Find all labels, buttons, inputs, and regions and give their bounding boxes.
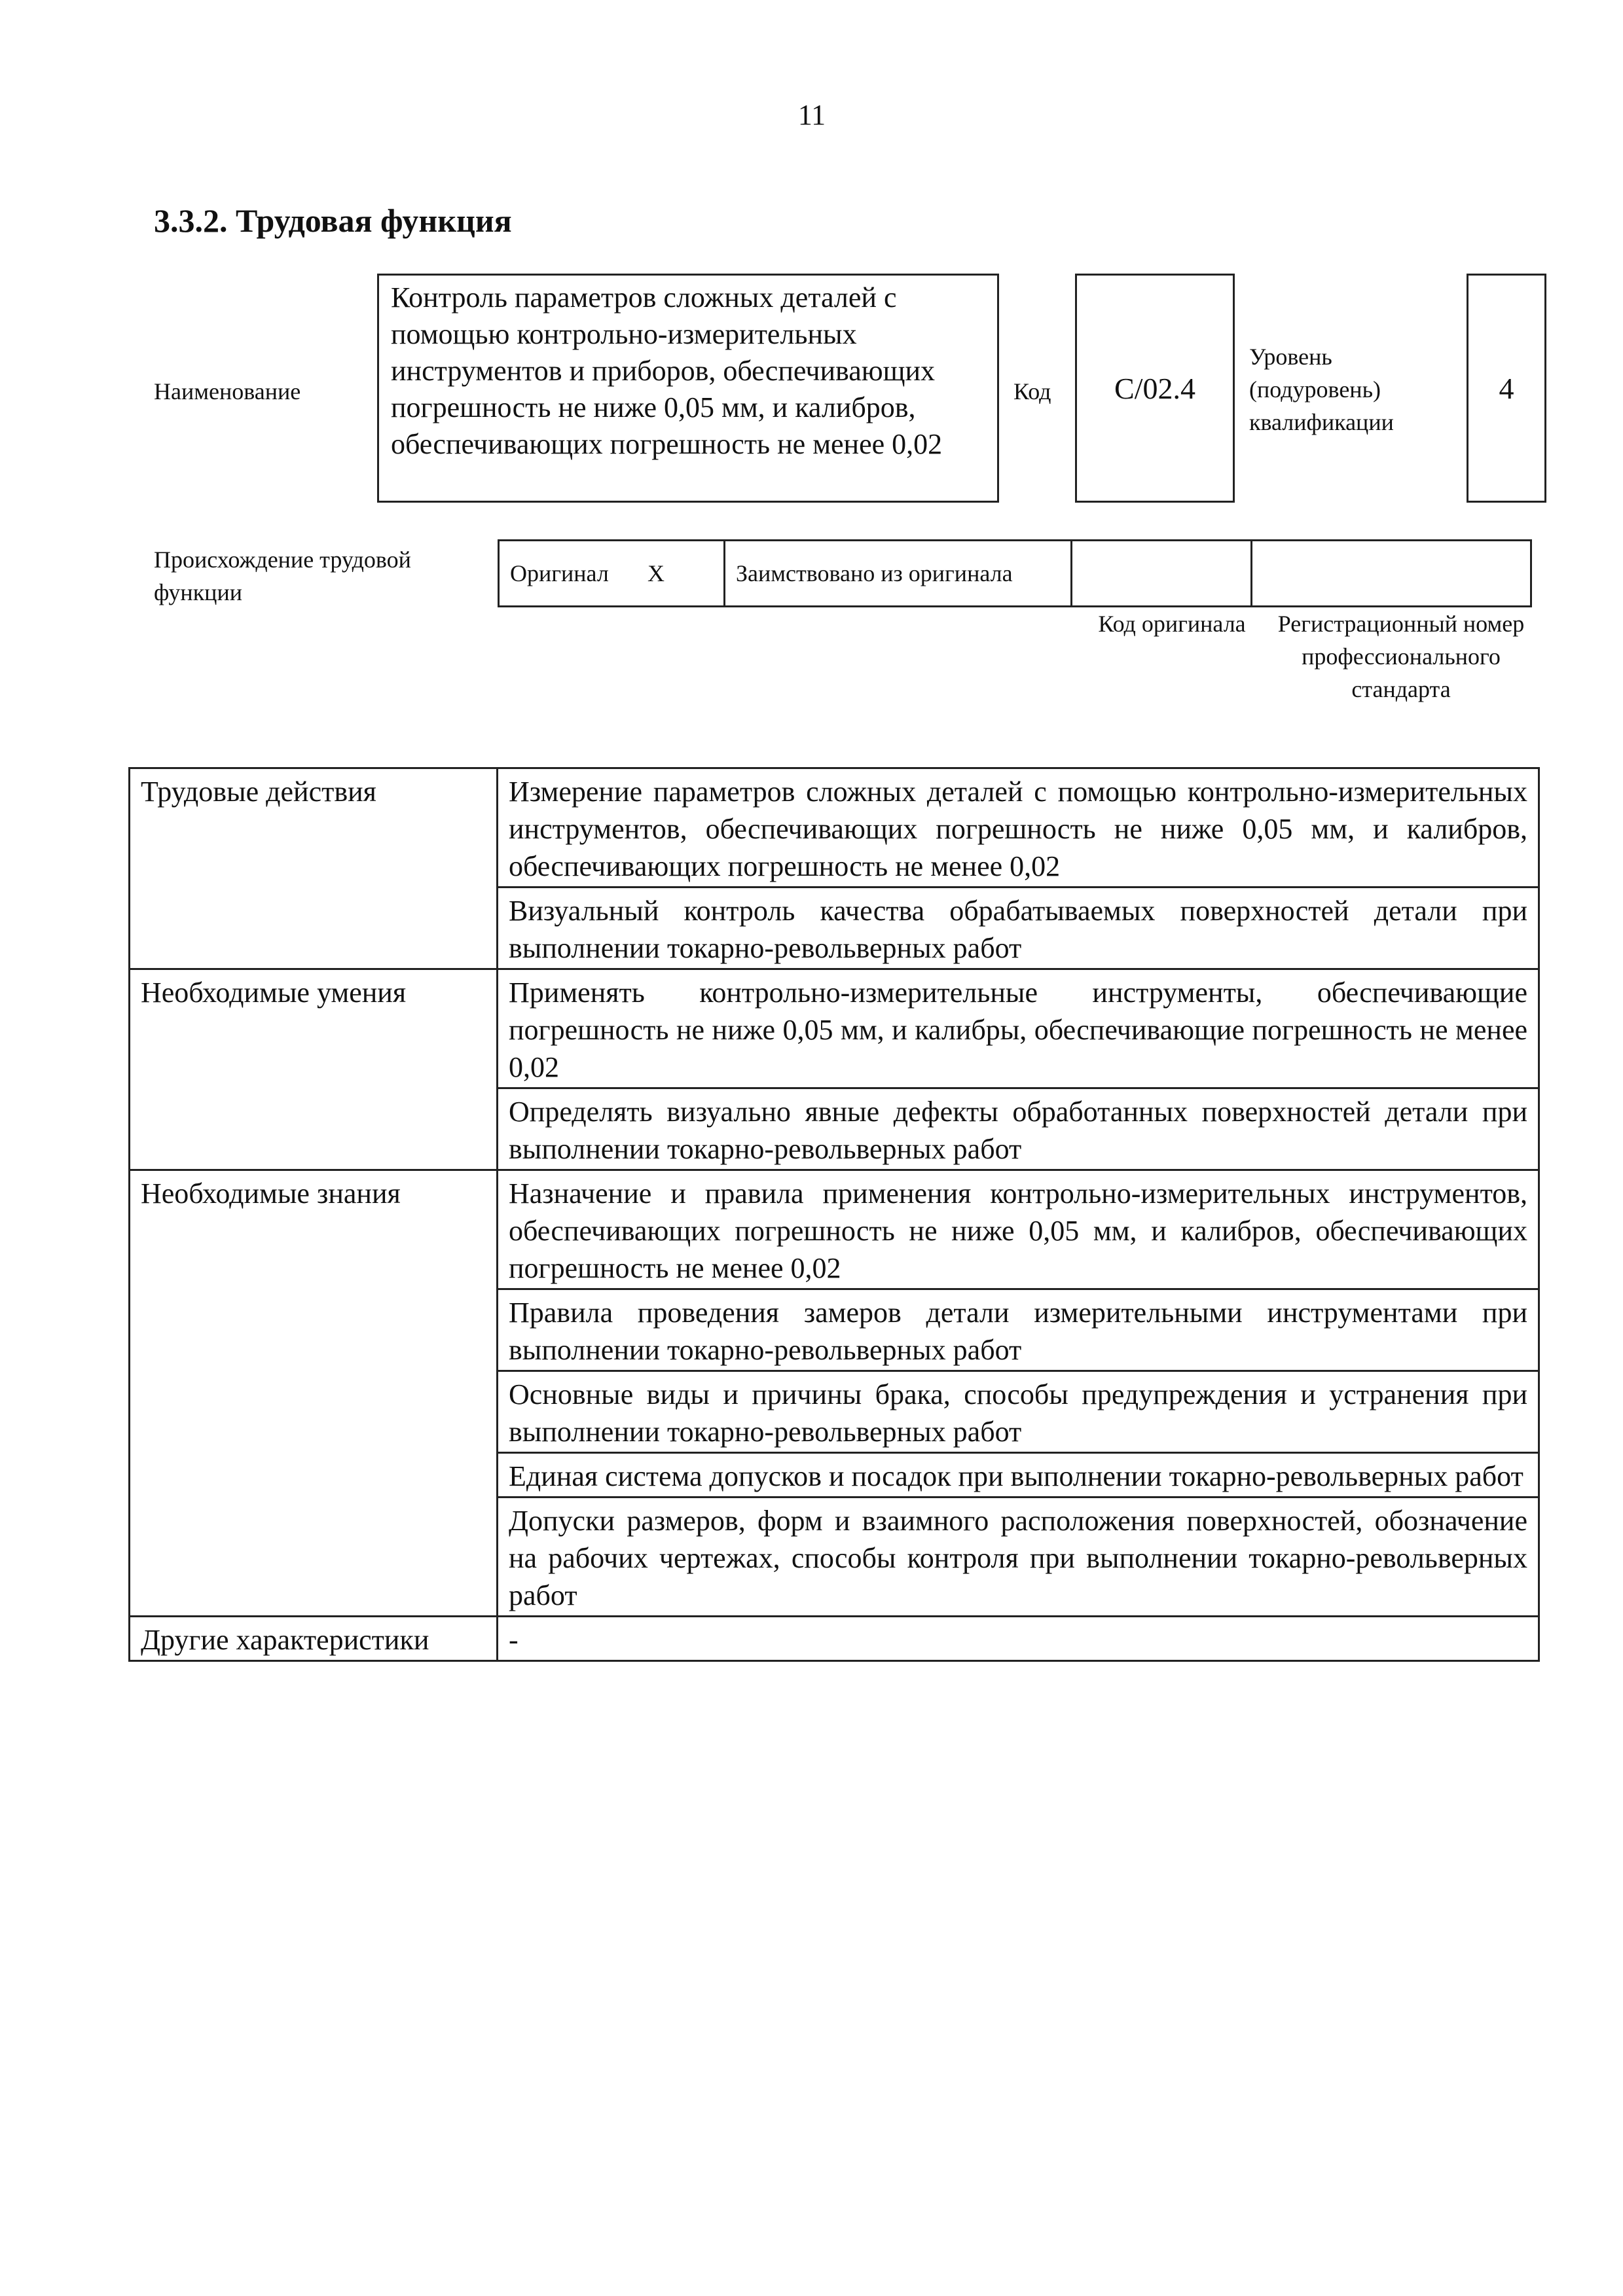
row-item: Измерение параметров сложных деталей с помощью контрольно-измерительных инструментов, обеспечивающих погрешность не ниже 0,05 мм, и калибров, обеспечивающих погрешность не менее 0,02 xyxy=(498,768,1539,888)
level-label: Уровень (подуровень) квалификации xyxy=(1249,344,1394,435)
row-head: Трудовые действия xyxy=(130,768,498,969)
name-label: Наименование xyxy=(154,378,301,404)
page-number: 11 xyxy=(797,99,826,131)
row-item: Визуальный контроль качества обрабатываемых поверхностей детали при выполнении токарно-револьверных работ xyxy=(498,888,1539,969)
table-row xyxy=(130,768,1539,888)
origin-label: Происхождение трудовой функции xyxy=(154,547,411,605)
row-item: Определять визуально явные дефекты обработанных поверхностей детали при выполнении токарно-револьверных работ xyxy=(498,1088,1539,1170)
original-code-cell xyxy=(1072,541,1252,607)
level-value: 4 xyxy=(1467,274,1546,503)
function-table xyxy=(128,767,1540,1662)
row-item: Назначение и правила применения контрольно-измерительных инструментов, обеспечивающих погрешность не ниже 0,05 мм, и калибров, обеспечивающих погрешность не менее 0,02 xyxy=(498,1170,1539,1289)
table-row xyxy=(130,1617,1539,1661)
table-row xyxy=(130,1170,1539,1289)
original-mark: X xyxy=(637,541,725,607)
original-code-caption: Код оригинала xyxy=(1098,611,1246,637)
original-label: Оригинал xyxy=(499,541,638,607)
table-row xyxy=(130,969,1539,1088)
row-item: Единая система допусков и посадок при выполнении токарно-револьверных работ xyxy=(498,1453,1539,1498)
row-head: Другие характеристики xyxy=(130,1617,498,1661)
reg-number-cell xyxy=(1252,541,1531,607)
name-value: Контроль параметров сложных деталей с помощью контрольно-измерительных инструментов и приборов, обеспечивающих погрешность не ниже 0,05 мм, и калибров, обеспечивающих погрешность не менее 0,02 xyxy=(377,274,999,503)
origin-table xyxy=(498,539,1532,607)
row-item: Применять контрольно-измерительные инструменты, обеспечивающие погрешность не ниже 0,05 мм, и калибры, обеспечивающие погрешность не менее 0,02 xyxy=(498,969,1539,1088)
row-item: - xyxy=(498,1617,1539,1661)
row-head: Необходимые умения xyxy=(130,969,498,1170)
code-value: C/02.4 xyxy=(1075,274,1235,503)
row-item: Правила проведения замеров детали измерительными инструментами при выполнении токарно-револьверных работ xyxy=(498,1289,1539,1371)
borrowed-label: Заимствовано из оригинала xyxy=(725,541,1072,607)
code-label: Код xyxy=(1013,378,1051,404)
reg-number-caption: Регистрационный номер профессионального стандарта xyxy=(1277,611,1525,702)
section-title: 3.3.2. Трудовая функция xyxy=(154,202,512,239)
row-item: Допуски размеров, форм и взаимного расположения поверхностей, обозначение на рабочих чертежах, способы контроля при выполнении токарно-револьверных работ xyxy=(498,1498,1539,1617)
row-head: Необходимые знания xyxy=(130,1170,498,1617)
row-item: Основные виды и причины брака, способы предупреждения и устранения при выполнении токарно-револьверных работ xyxy=(498,1371,1539,1453)
